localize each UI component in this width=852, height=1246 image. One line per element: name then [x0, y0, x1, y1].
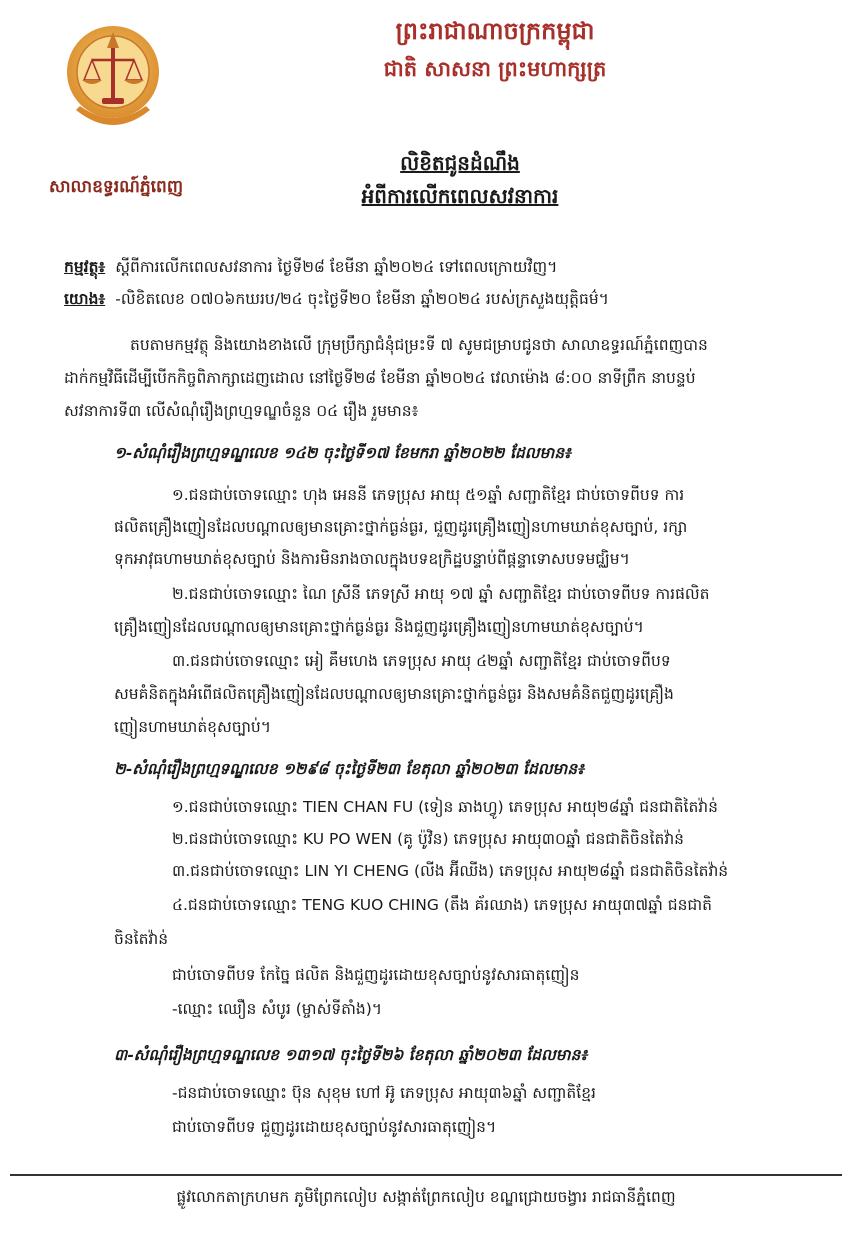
case-line: ១.ជនជាប់ចោទឈ្មោះ ហុង អេននី ភេទប្រុស អាយុ ៥១ឆ្នាំ សញ្ជាតិខ្មែរ ជាប់ចោទពីបទ ការ [172, 486, 685, 504]
case-heading: ១-សំណុំរឿងព្រហ្មទណ្ឌលេខ ១៤២ ចុះថ្ងៃទី១៧ ខែមករា ឆ្នាំ២០២២ ដែលមាន៖ [114, 443, 571, 462]
case-line: ជាប់ចោទពីបទ ជួញដូរដោយខុសច្បាប់នូវសារធាតុញៀន។ [172, 1118, 497, 1136]
intro-line: ដាក់កម្មវិធីដើម្បីបើកកិច្ចពិភាក្សាដេញដោល នៅថ្ងៃទី២៨ ខែមីនា ឆ្នាំ២០២៤ វេលាម៉ោង ៨:០០ នាទីព្រឹក នាបន្ទប់ [64, 369, 696, 387]
case-line: ១.ជនជាប់ចោទឈ្មោះ TIEN CHAN FU (ទៀន ឆាងហ្វូ) ភេទប្រុស អាយុ២៨ឆ្នាំ ជនជាតិតៃវ៉ាន់ [172, 798, 718, 816]
case-line: ចិនតៃវ៉ាន់ [114, 930, 169, 948]
case-line: ញៀនហាមឃាត់ខុសច្បាប់។ [114, 718, 271, 736]
intro-line: សវនាការទី៣ លើសំណុំរឿងព្រហ្មទណ្ឌចំនួន ០៤ រឿង រួមមាន៖ [64, 402, 419, 420]
subject-label: កម្មវត្ថុ៖ [64, 258, 106, 276]
court-name: សាលាឧទ្ធរណ៍ភ្នំពេញ [48, 177, 184, 197]
reference-text: -លិខិតលេខ ០៧០៦កឃរប/២៤ ចុះថ្ងៃទី២០ ខែមីនា ឆ្នាំ២០២៤ របស់ក្រសួងយុត្តិធម៌។ [115, 290, 609, 308]
case-line: -ឈ្មោះ ឈឿន សំបូរ (ម្ចាស់ទីតាំង)។ [172, 1000, 383, 1018]
subject-line [64, 258, 557, 277]
document-subtitle: អំពីការលើកពេលសវនាការ [361, 184, 559, 208]
subject-text: ស្តីពីការលើកពេលសវនាការ ថ្ងៃទី២៨ ខែមីនា ឆ្នាំ២០២៤ ទៅពេលក្រោយវិញ។ [115, 258, 558, 276]
reference-line [64, 290, 609, 309]
court-emblem-logo [62, 14, 164, 144]
case-line: ៣.ជនជាប់ចោទឈ្មោះ អៀ គឹមហេង ភេទប្រុស អាយុ ៤២ឆ្នាំ សញ្ជាតិខ្មែរ ជាប់ចោទពីបទ [172, 652, 671, 670]
case-line: ជាប់ចោទពីបទ កែច្នៃ ផលិត និងជួញដូរដោយខុសច្បាប់នូវសារធាតុញៀន [172, 966, 580, 984]
case-line: ទុកអាវុធហាមឃាត់ខុសច្បាប់ និងការមិនរាងចាលក្នុងបទឧក្រិដ្ឋបន្ទាប់ពីផ្តន្ទាទោសបទមជ្ឈិម។ [114, 550, 630, 568]
case-line: គ្រឿងញៀនដែលបណ្តាលឲ្យមានគ្រោះថ្នាក់ធ្ងន់ធ្ងរ និងជួញដូរគ្រឿងញៀនហាមឃាត់ខុសច្បាប់។ [114, 618, 644, 636]
case-line: សមគំនិតក្នុងអំពើផលិតគ្រឿងញៀនដែលបណ្តាលឲ្យមានគ្រោះថ្នាក់ធ្ងន់ធ្ងរ និងសមគំនិតជួញដូរគ្រឿង [114, 685, 674, 703]
case-line: ៤.ជនជាប់ចោទឈ្មោះ TENG KUO CHING (តឹង គ័រឈាង) ភេទប្រុស អាយុ៣៧ឆ្នាំ ជនជាតិ [172, 896, 713, 914]
case-line: ៣.ជនជាប់ចោទឈ្មោះ LIN YI CHENG (លីង អ៊ីឈីង) ភេទប្រុស អាយុ២៨ឆ្នាំ ជនជាតិចិនតៃវ៉ាន់ [172, 862, 729, 880]
case-line: ២.ជនជាប់ចោទឈ្មោះ ណៃ ស្រីនី ភេទស្រី អាយុ ១៧ ឆ្នាំ សញ្ជាតិខ្មែរ ជាប់ចោទពីបទ ការផលិត [172, 585, 710, 603]
reference-label: យោង៖ [64, 290, 106, 308]
national-motto: ជាតិ សាសនា ព្រះមហាក្សត្រ [383, 56, 607, 81]
case-line: ២.ជនជាប់ចោទឈ្មោះ KU PO WEN (គូ ប៉ូវិន) ភេទប្រុស អាយុ៣០ឆ្នាំ ជនជាតិចិនតៃវ៉ាន់ [172, 830, 685, 848]
case-heading: ២-សំណុំរឿងព្រហ្មទណ្ឌលេខ ១២៩៨ ចុះថ្ងៃទី២៣ ខែតុលា ឆ្នាំ២០២៣ ដែលមាន៖ [114, 759, 584, 778]
footer-divider [10, 1174, 842, 1176]
case-line: -ជនជាប់ចោទឈ្មោះ ប៊ុន សុខុម ហៅ អ៊ូ ភេទប្រុស អាយុ៣៦ឆ្នាំ សញ្ជាតិខ្មែរ [172, 1084, 596, 1102]
document-title: លិខិតជូនដំណឹង [400, 151, 520, 175]
case-heading: ៣-សំណុំរឿងព្រហ្មទណ្ឌលេខ ១៣១៧ ចុះថ្ងៃទី២៦ ខែតុលា ឆ្នាំ២០២៣ ដែលមាន៖ [114, 1045, 588, 1064]
case-line: ផលិតគ្រឿងញៀនដែលបណ្តាលឲ្យមានគ្រោះថ្នាក់ធ្ងន់ធ្ងរ, ជួញដូរគ្រឿងញៀនហាមឃាត់ខុសច្បាប់, រក្សា [114, 518, 688, 536]
kingdom-heading: ព្រះរាជាណាចក្រកម្ពុជា [395, 16, 595, 45]
footer-address: ផ្លូវលោកតាក្រហមក ភូមិព្រែកលៀប សង្កាត់ព្រែកលៀប ខណ្ឌជ្រោយចង្វារ រាជធានីភ្នំពេញ [176, 1188, 676, 1206]
intro-line: តបតាមកម្មវត្ថុ និងយោងខាងលើ ក្រុមប្រឹក្សាជំនុំជម្រះទី ៧ សូមជម្រាបជូនថា សាលាឧទ្ធរណ៍ភ្នំពេញបាន [130, 336, 708, 354]
